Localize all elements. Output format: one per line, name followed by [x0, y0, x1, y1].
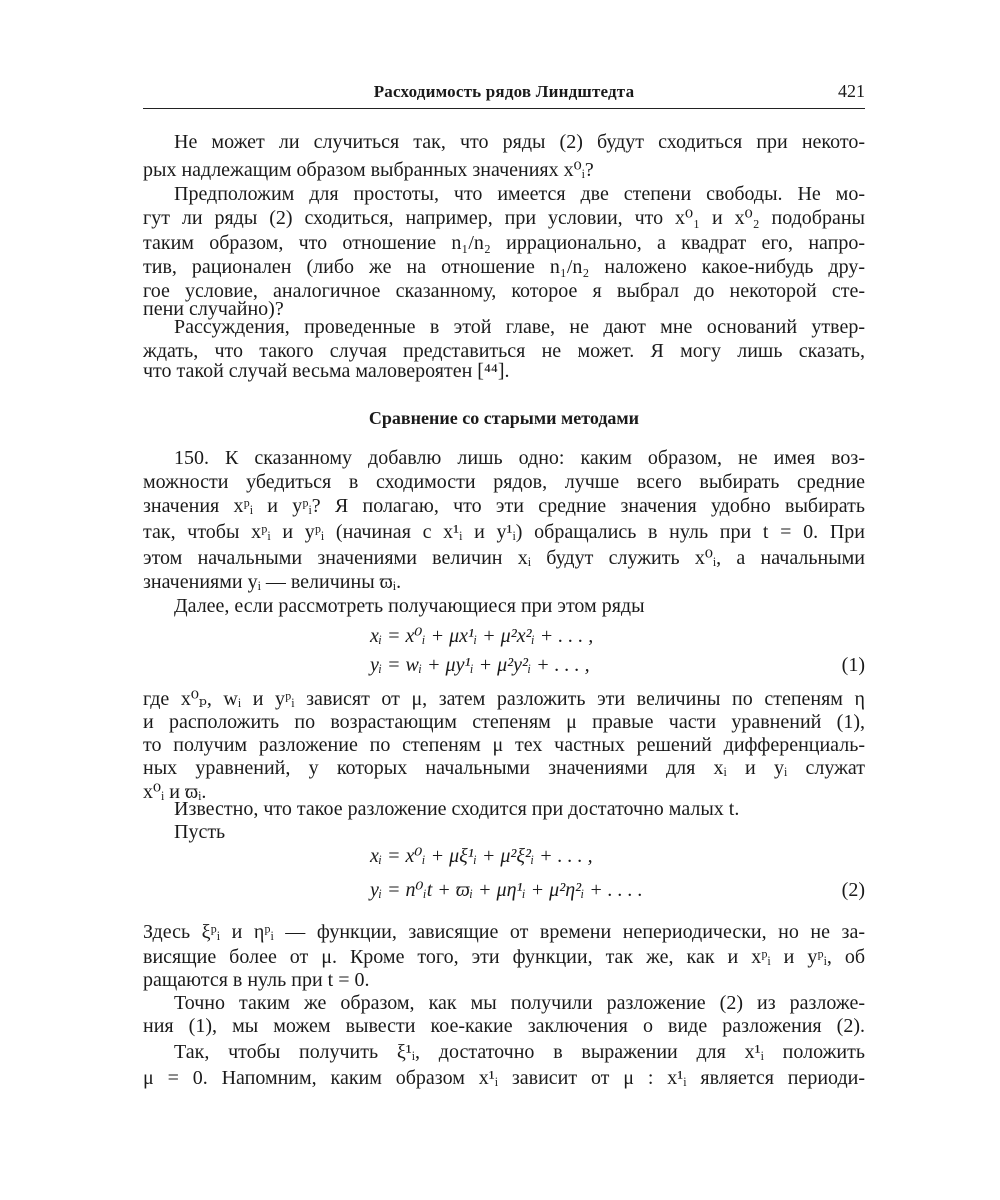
equation-number-1: (1) [841, 654, 865, 676]
formula-eq1-line1: xᵢ = x⁰ᵢ + μx¹ᵢ + μ²x²ᵢ + . . . , [370, 625, 594, 647]
text-line: ных уравнений, у которых начальными значениями для xᵢ и yᵢ служат [143, 757, 865, 779]
text-line: пени случайно)? [143, 298, 284, 320]
text-line: Не может ли случиться так, что ряды (2) будут сходиться при некото- [174, 131, 865, 153]
text-line: Точно таким же образом, как мы получили разложение (2) из разложе- [174, 992, 865, 1014]
text-line: Известно, что такое разложение сходится при достаточно малых t. [174, 798, 740, 820]
text-line: тив, рационален (либо же на отношение n₁/n₂ наложено какое-нибудь дру- [143, 256, 865, 278]
section-heading: Сравнение со старыми методами [368, 408, 640, 428]
text-line: Пусть [174, 821, 226, 843]
formula-eq2-line2: yᵢ = n⁰ᵢt + ϖᵢ + μη¹ᵢ + μ²η²ᵢ + . . . . [370, 879, 643, 901]
text-line: этом начальными значениями величин xᵢ будут служить x⁰ᵢ, а начальными [143, 547, 865, 569]
text-line: где x⁰ₚ, wᵢ и yᵖᵢ зависят от μ, затем разложить эти величины по степеням η [143, 688, 865, 710]
text-line: ращаются в нуль при t = 0. [143, 969, 370, 991]
page-number: 421 [838, 81, 865, 101]
text-line: гут ли ряды (2) сходиться, например, при условии, что x⁰₁ и x⁰₂ подобраны [143, 207, 865, 229]
text-line: Так, чтобы получить ξ¹ᵢ, достаточно в выражении для x¹ᵢ положить [174, 1041, 865, 1063]
text-line: Рассуждения, проведенные в этой главе, не дают мне оснований утвер- [174, 316, 865, 338]
text-line: Здесь ξᵖᵢ и ηᵖᵢ — функции, зависящие от времени непериодически, но не за- [143, 921, 865, 943]
text-line: значениями yᵢ — величины ϖᵢ. [143, 571, 402, 593]
text-line: и расположить по возрастающим степеням μ правые части уравнений (1), [143, 711, 865, 733]
text-line: Далее, если рассмотреть получающиеся при этом ряды [174, 595, 645, 617]
text-line: можности убедиться в сходимости рядов, лучше всего выбирать средние [143, 471, 865, 493]
running-title: Расходимость рядов Линдштедта [373, 82, 635, 101]
text-line: что такой случай весьма маловероятен [⁴⁴]. [143, 360, 510, 382]
equation-number-2: (2) [841, 879, 865, 901]
formula-eq1-line2: yᵢ = wᵢ + μy¹ᵢ + μ²y²ᵢ + . . . , [370, 654, 590, 676]
text-line: значения xᵖᵢ и yᵖᵢ? Я полагаю, что эти средние значения удобно выбирать [143, 495, 865, 517]
text-line: 150. К сказанному добавлю лишь одно: каким образом, не имея воз- [174, 447, 865, 469]
text-line: μ = 0. Напомним, каким образом x¹ᵢ зависит от μ : x¹ᵢ является периоди- [143, 1067, 865, 1089]
text-line: рых надлежащим образом выбранных значениях x⁰ᵢ? [143, 159, 594, 181]
text-line: гое условие, аналогичное сказанному, которое я выбрал до некоторой сте- [143, 280, 865, 302]
text-line: висящие более от μ. Кроме того, эти функции, так же, как и xᵖᵢ и yᵖᵢ, об [143, 946, 865, 968]
text-line: Предположим для простоты, что имеется две степени свободы. Не мо- [174, 183, 865, 205]
text-line: таким образом, что отношение n₁/n₂ иррационально, а квадрат его, напро- [143, 232, 865, 254]
text-line: так, чтобы xᵖᵢ и yᵖᵢ (начиная с x¹ᵢ и y¹ᵢ) обращались в нуль при t = 0. При [143, 521, 865, 543]
text-line: то получим разложение по степеням μ тех частных решений дифференциаль- [143, 734, 865, 756]
running-header [143, 78, 865, 109]
text-line: ния (1), мы можем вывести кое-какие заключения о виде разложения (2). [143, 1015, 865, 1037]
text-line: ждать, что такого случая представиться не может. Я могу лишь сказать, [143, 340, 865, 362]
text-line: x⁰ᵢ и ϖᵢ. [143, 781, 207, 803]
formula-eq2-line1: xᵢ = x⁰ᵢ + μξ¹ᵢ + μ²ξ²ᵢ + . . . , [370, 845, 593, 867]
